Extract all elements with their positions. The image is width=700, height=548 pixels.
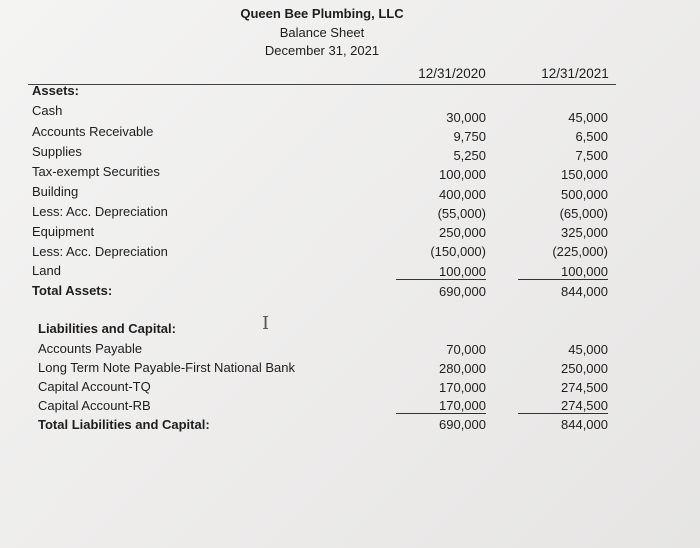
asset-label-land: Land bbox=[32, 263, 61, 278]
liability-value-2021: 274,500 bbox=[518, 398, 608, 414]
asset-label-securities: Tax-exempt Securities bbox=[32, 164, 160, 179]
asset-value-2020: 100,000 bbox=[396, 264, 486, 280]
total-assets-label: Total Assets: bbox=[32, 283, 113, 298]
asset-label-supplies: Supplies bbox=[32, 144, 82, 159]
asset-label-ar: Accounts Receivable bbox=[32, 124, 154, 139]
asset-value-2020: (55,000) bbox=[437, 206, 486, 221]
asset-value-2021: 100,000 bbox=[518, 264, 608, 280]
company-name: Queen Bee Plumbing, LLC bbox=[240, 6, 404, 21]
asset-value-2021: 325,000 bbox=[561, 225, 608, 240]
asset-value-2021: (65,000) bbox=[559, 206, 608, 221]
asset-value-2020: 250,000 bbox=[439, 225, 486, 240]
total-liabilities-label: Total Liabilities and Capital: bbox=[38, 417, 210, 432]
asset-label-building: Building bbox=[32, 184, 79, 199]
asset-value-2021: 150,000 bbox=[561, 167, 608, 182]
asset-value-2021: 6,500 bbox=[575, 129, 608, 144]
total-assets-2020: 690,000 bbox=[439, 284, 486, 299]
assets-heading: Assets: bbox=[32, 83, 79, 98]
liability-value-2020: 280,000 bbox=[439, 361, 486, 376]
liabilities-heading: Liabilities and Capital: bbox=[38, 321, 176, 336]
total-assets-2021: 844,000 bbox=[561, 284, 608, 299]
asset-label-cash: Cash bbox=[32, 103, 63, 118]
text-cursor-icon: I bbox=[262, 313, 270, 334]
asset-value-2021: (225,000) bbox=[552, 244, 608, 259]
liability-value-2020: 170,000 bbox=[439, 380, 486, 395]
asset-value-2020: 5,250 bbox=[453, 148, 486, 163]
statement-title: Balance Sheet bbox=[279, 25, 365, 40]
asset-value-2021: 500,000 bbox=[561, 187, 608, 202]
capital-label-rb: Capital Account-RB bbox=[38, 398, 151, 413]
total-liabilities-2020: 690,000 bbox=[439, 417, 486, 432]
liability-value-2021: 250,000 bbox=[561, 361, 608, 376]
liability-value-2020: 70,000 bbox=[446, 342, 486, 357]
statement-date: December 31, 2021 bbox=[264, 43, 380, 58]
asset-value-2020: 30,000 bbox=[446, 110, 486, 125]
asset-value-2020: 100,000 bbox=[439, 167, 486, 182]
column-header-2021: 12/31/2021 bbox=[541, 66, 609, 81]
liability-value-2021: 45,000 bbox=[568, 342, 608, 357]
asset-label-equipment-depr: Less: Acc. Depreciation bbox=[32, 244, 168, 259]
asset-value-2020: 400,000 bbox=[439, 187, 486, 202]
capital-label-tq: Capital Account-TQ bbox=[38, 379, 151, 394]
liability-value-2020: 170,000 bbox=[396, 398, 486, 414]
asset-label-equipment: Equipment bbox=[32, 224, 95, 239]
liability-value-2021: 274,500 bbox=[561, 380, 608, 395]
total-liabilities-2021: 844,000 bbox=[561, 417, 608, 432]
asset-value-2021: 7,500 bbox=[575, 148, 608, 163]
asset-value-2021: 45,000 bbox=[568, 110, 608, 125]
liability-label-note: Long Term Note Payable-First National Bank bbox=[38, 360, 295, 375]
asset-value-2020: (150,000) bbox=[430, 244, 486, 259]
liability-label-ap: Accounts Payable bbox=[38, 341, 143, 356]
asset-value-2020: 9,750 bbox=[453, 129, 486, 144]
asset-label-building-depr: Less: Acc. Depreciation bbox=[32, 204, 168, 219]
header-divider bbox=[28, 84, 616, 85]
column-header-2020: 12/31/2020 bbox=[418, 66, 486, 81]
